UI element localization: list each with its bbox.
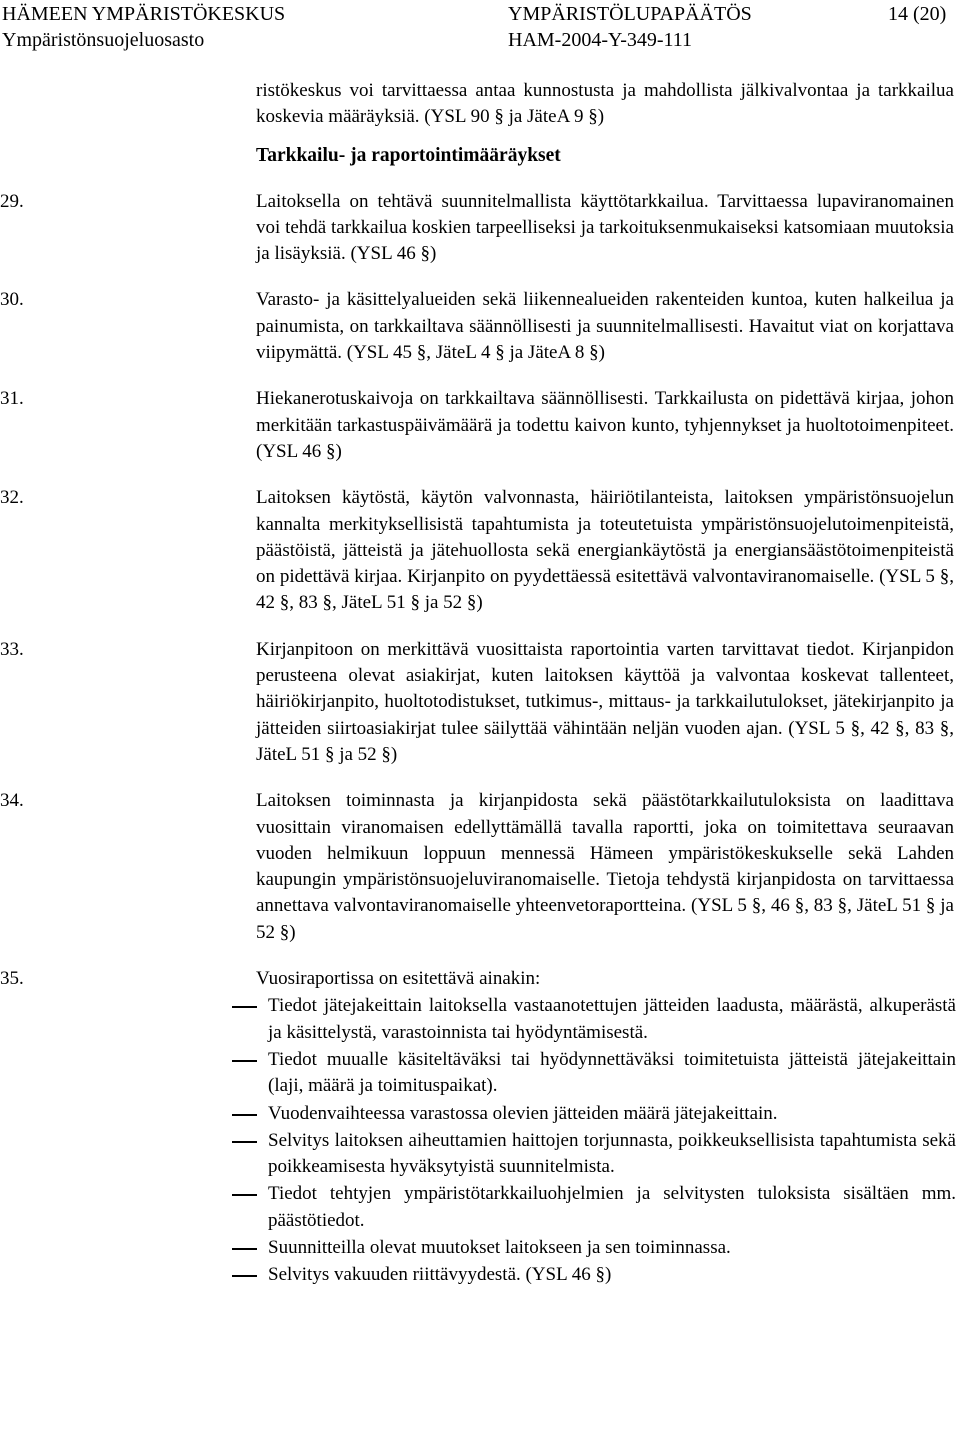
dash-bullet-icon bbox=[220, 993, 268, 1046]
header-page-number: 14 (20) bbox=[888, 3, 947, 25]
provision-number: 33. bbox=[0, 638, 24, 660]
page-header bbox=[0, 2, 960, 54]
provision-32 bbox=[0, 485, 960, 616]
list-item bbox=[0, 993, 960, 1046]
provision-text: Hiekanerotuskaivoja on tarkkailtava säännöllisesti. Tarkkailusta on pidettävä kirjaa, johon merkitään tarkastuspäivämäärä ja todettu kaivon kunto, tyhjennykset ja huoltotoimenpiteet. (YSL 46 §) bbox=[256, 388, 954, 462]
provision-number: 30. bbox=[0, 289, 24, 311]
list-item-text: Selvitys vakuuden riittävyydestä. (YSL 46 §) bbox=[268, 1264, 612, 1286]
provision-35 bbox=[0, 966, 960, 992]
dash-bullet-icon bbox=[220, 1262, 268, 1288]
intro-paragraph: ristökeskus voi tarvittaessa antaa kunnostusta ja mahdollista jälkivalvontaa ja tarkkailua koskevia määräyksiä. (YSL 90 § ja JäteA 9 §) bbox=[256, 80, 954, 128]
section-title: Tarkkailu- ja raportointimääräykset bbox=[256, 144, 561, 166]
list-item bbox=[0, 1235, 960, 1261]
provision-number: 35. bbox=[0, 968, 24, 990]
provision-number: 29. bbox=[0, 190, 24, 212]
provision-text: Laitoksella on tehtävä suunnitelmallista käyttötarkkailua. Tarvittaessa lupaviranomainen voi tehdä tarkkailua koskien tarpeelliseksi ja tarkoituksenmukaiseksi katsomiaan muutoksia ja lisäyksiä. (YSL 46 §) bbox=[256, 190, 954, 265]
dash-bullet-icon bbox=[220, 1235, 268, 1261]
document-body bbox=[0, 78, 960, 1289]
dash-bullet-icon bbox=[220, 1101, 268, 1127]
list-item-text: Suunnitteilla olevat muutokset laitokseen ja sen toiminnassa. bbox=[268, 1236, 731, 1258]
header-department: Ympäristönsuojeluosasto bbox=[2, 29, 205, 51]
provision-text: Varasto- ja käsittelyalueiden sekä liikennealueiden rakenteiden kuntoa, kuten halkeilua ja painumista, on tarkkailtava säännöllisesti ja suunnitelmallisesti. Havaitut viat on korjattava viipymättä. (YSL 45 §, JäteL 4 § ja JäteA 8 §) bbox=[256, 289, 954, 364]
list-item bbox=[0, 1128, 960, 1181]
list-item-text: Selvitys laitoksen aiheuttamien haittojen torjunnasta, poikkeuksellisista tapahtumista sekä poikkeamisesta hyväksytyistä suunnitelmista. bbox=[268, 1129, 956, 1178]
list-item bbox=[0, 1262, 960, 1288]
report-contents-list bbox=[0, 993, 960, 1288]
provision-34 bbox=[0, 788, 960, 946]
provision-number: 34. bbox=[0, 790, 24, 812]
header-organization: HÄMEEN YMPÄRISTÖKESKUS bbox=[2, 3, 286, 25]
dash-bullet-icon bbox=[220, 1181, 268, 1234]
provision-number: 31. bbox=[0, 388, 24, 410]
provision-number: 32. bbox=[0, 487, 24, 509]
list-item bbox=[0, 1047, 960, 1100]
list-item-text: Tiedot jätejakeittain laitoksella vastaanotettujen jätteiden laadusta, määrästä, alkuperästä ja käsittelystä, varastoinnista tai hyödyntämisestä. bbox=[268, 995, 956, 1043]
dash-bullet-icon bbox=[220, 1047, 268, 1100]
dash-bullet-icon bbox=[220, 1128, 268, 1181]
provision-31 bbox=[0, 386, 960, 465]
provision-29 bbox=[0, 189, 960, 268]
provision-text: Laitoksen toiminnasta ja kirjanpidosta sekä päästötarkkailutuloksista on laadittava vuosittain viranomaisen edellyttämällä tavalla raportti, joka on toimitettava seuraavan vuoden helmikuun loppuun mennessä Hämeen ympäristökeskukselle sekä Lahden kaupungin ympäristönsuojeluviranomaiselle. Tietoja tehdystä kirjanpidosta on tarvittaessa annettava valvontaviranomaiselle yhteenvetoraportteina. (YSL 5 §, 46 §, 83 §, JäteL 51 § ja 52 §) bbox=[256, 790, 954, 943]
list-item bbox=[0, 1101, 960, 1127]
provision-text: Laitoksen käytöstä, käytön valvonnasta, häiriötilanteista, laitoksen ympäristönsuojelun kannalta merkityksellisistä tapahtumista ja toteutetuista ympäristönsuojelutoimenpiteistä, päästöistä, jätteistä ja jätehuollosta sekä energiankäytöstä ja energiansäästötoimenpiteistä on pidettävä kirjaa. Kirjanpito on pyydettäessä esitettävä valvontaviranomaiselle. (YSL 5 §, 42 §, 83 §, JäteL 51 § ja 52 §) bbox=[256, 487, 954, 614]
list-item bbox=[0, 1181, 960, 1234]
header-document-id: HAM-2004-Y-349-111 bbox=[508, 29, 693, 51]
provision-text: Vuosiraportissa on esitettävä ainakin: bbox=[256, 968, 541, 990]
list-item-text: Tiedot tehtyjen ympäristötarkkailuohjelmien ja selvitysten tuloksista sisältäen mm. päästötiedot. bbox=[268, 1183, 956, 1231]
provision-30 bbox=[0, 287, 960, 366]
provision-text: Kirjanpitoon on merkittävä vuosittaista raportointia varten tarvittavat tiedot. Kirjanpidon perusteena olevat asiakirjat, kuten laitoksen käyttöä ja valvontaa koskevat tallenteet, häiriökirjanpito, huoltotodistukset, tutkimus-, mittaus- ja tarkkailutulokset, jätekirjanpito ja jätteiden siirtoasiakirjat tulee säilyttää vähintään neljän vuoden ajan. (YSL 5 §, 42 §, 83 §, JäteL 51 § ja 52 §) bbox=[256, 638, 954, 765]
list-item-text: Vuodenvaihteessa varastossa olevien jätteiden määrä jätejakeittain. bbox=[268, 1102, 778, 1124]
list-item-text: Tiedot muualle käsiteltäväksi tai hyödynnettäväksi toimitetuista jätteistä jätejakeittain (laji, määrä ja toimituspaikat). bbox=[268, 1048, 956, 1097]
provision-33 bbox=[0, 637, 960, 768]
header-document-type: YMPÄRISTÖLUPAPÄÄTÖS bbox=[508, 3, 752, 25]
